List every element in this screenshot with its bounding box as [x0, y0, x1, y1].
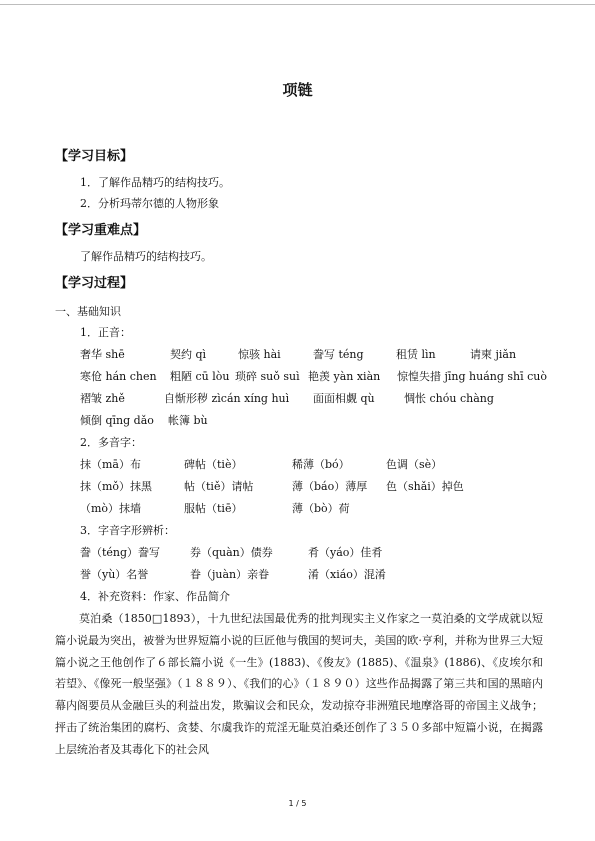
polyphone-item: 帖（tiě）请帖	[184, 480, 254, 493]
heading-objectives: 【学习目标】	[55, 149, 134, 164]
subsection-polyphones: 2．多音字：	[80, 436, 142, 449]
document-title: 项链	[282, 81, 313, 99]
polyphone-item: （mò）抹墙	[80, 502, 142, 515]
pinyin-item: 请柬 jiǎn	[470, 348, 517, 361]
polyphone-item: 抹（mā）布	[80, 458, 141, 471]
pinyin-item: 褶皱 zhě	[80, 392, 125, 405]
pinyin-item: 面面相觑 qù	[313, 392, 375, 405]
pinyin-item: 帐簿 bù	[168, 414, 208, 427]
pinyin-item: 誊写 téng	[313, 348, 364, 361]
heading-key-points: 【学习重难点】	[55, 223, 147, 238]
polyphone-item: 稀薄（bó）	[292, 458, 350, 471]
polyphone-item: 色（shǎi）掉色	[386, 480, 464, 493]
polyphone-item: 薄（bò）荷	[292, 502, 350, 515]
pinyin-item: 自惭形秽 zìcán xíng huì	[164, 392, 290, 405]
polyphone-item: 抹（mǒ）抹黑	[80, 480, 153, 493]
section-basic-knowledge: 一、基础知识	[55, 305, 121, 318]
discrimination-item: 誊（téng）誊写	[80, 546, 161, 559]
pinyin-item: 惊惶失措 jīng huáng shī cuò	[397, 370, 548, 383]
discrimination-item: 誉（yù）名誉	[80, 568, 149, 581]
discrimination-item: 眷（juàn）亲眷	[190, 568, 270, 581]
objective-item: 2．分析玛蒂尔德的人物形象	[80, 197, 219, 210]
pinyin-item: 契约 qì	[170, 348, 207, 361]
discrimination-item: 券（quàn）债券	[190, 546, 273, 559]
polyphone-item: 色调（sè）	[386, 458, 443, 471]
pinyin-item: 寒伧 hán chen	[80, 370, 157, 383]
pinyin-item: 奢华 shē	[80, 348, 125, 361]
pinyin-item: 琐碎 suǒ suì	[235, 370, 300, 383]
discrimination-item: 肴（yáo）佳肴	[308, 546, 383, 559]
subsection-pronunciation: 1．正音：	[80, 326, 131, 339]
heading-process: 【学习过程】	[55, 276, 134, 291]
pinyin-item: 粗陋 cū lòu	[170, 370, 230, 383]
pinyin-item: 艳羡 yàn xiàn	[308, 370, 381, 383]
subsection-char-discrimination: 3．字音字形辨析：	[80, 524, 175, 537]
page-number: 1 / 5	[288, 799, 307, 808]
polyphone-item: 服帖（tiē）	[184, 502, 243, 515]
pinyin-item: 租赁 lìn	[396, 348, 436, 361]
author-intro-paragraph: 莫泊桑（1850□1893），十九世纪法国最优秀的批判现实主义作家之一莫泊桑的文学成就以短篇小说最为突出，被誉为世界短篇小说的巨匠他与俄国的契诃夫，美国的欧·亨利，并称为世界三大短篇小说之王他创作了６部长篇小说《一生》(1883)、《俊友》(1885)、《温泉》(1886)、《皮埃尔和若望》、《像死一般坚强》（１８８９）、《我们的心》（１８９０）这些作品揭露了第三共和国的黑暗内幕内阁要员从金融巨头的利益出发，欺骗议会和民众，发动掠夺非洲殖民地摩洛哥的帝国主义战争；抨击了统治集团的腐朽、贪婪、尔虞我诈的荒淫无耻莫泊桑还创作了３５０多部中短篇小说，在揭露上层统治者及其毒化下的社会风	[55, 612, 543, 756]
polyphone-item: 碑帖（tiè）	[184, 458, 243, 471]
pinyin-item: 惆怅 chóu chàng	[404, 392, 494, 405]
objective-item: 1．了解作品精巧的结构技巧。	[80, 176, 230, 189]
discrimination-item: 淆（xiáo）混淆	[308, 568, 386, 581]
key-point-text: 了解作品精巧的结构技巧。	[80, 250, 212, 263]
pinyin-item: 惊骇 hài	[238, 348, 281, 361]
polyphone-item: 薄（báo）薄厚	[292, 480, 368, 493]
subsection-author-intro: 4．补充资料：作家、作品简介	[80, 590, 230, 603]
top-rule	[0, 4, 595, 5]
pinyin-item: 倾倒 qīng dǎo	[80, 414, 154, 427]
